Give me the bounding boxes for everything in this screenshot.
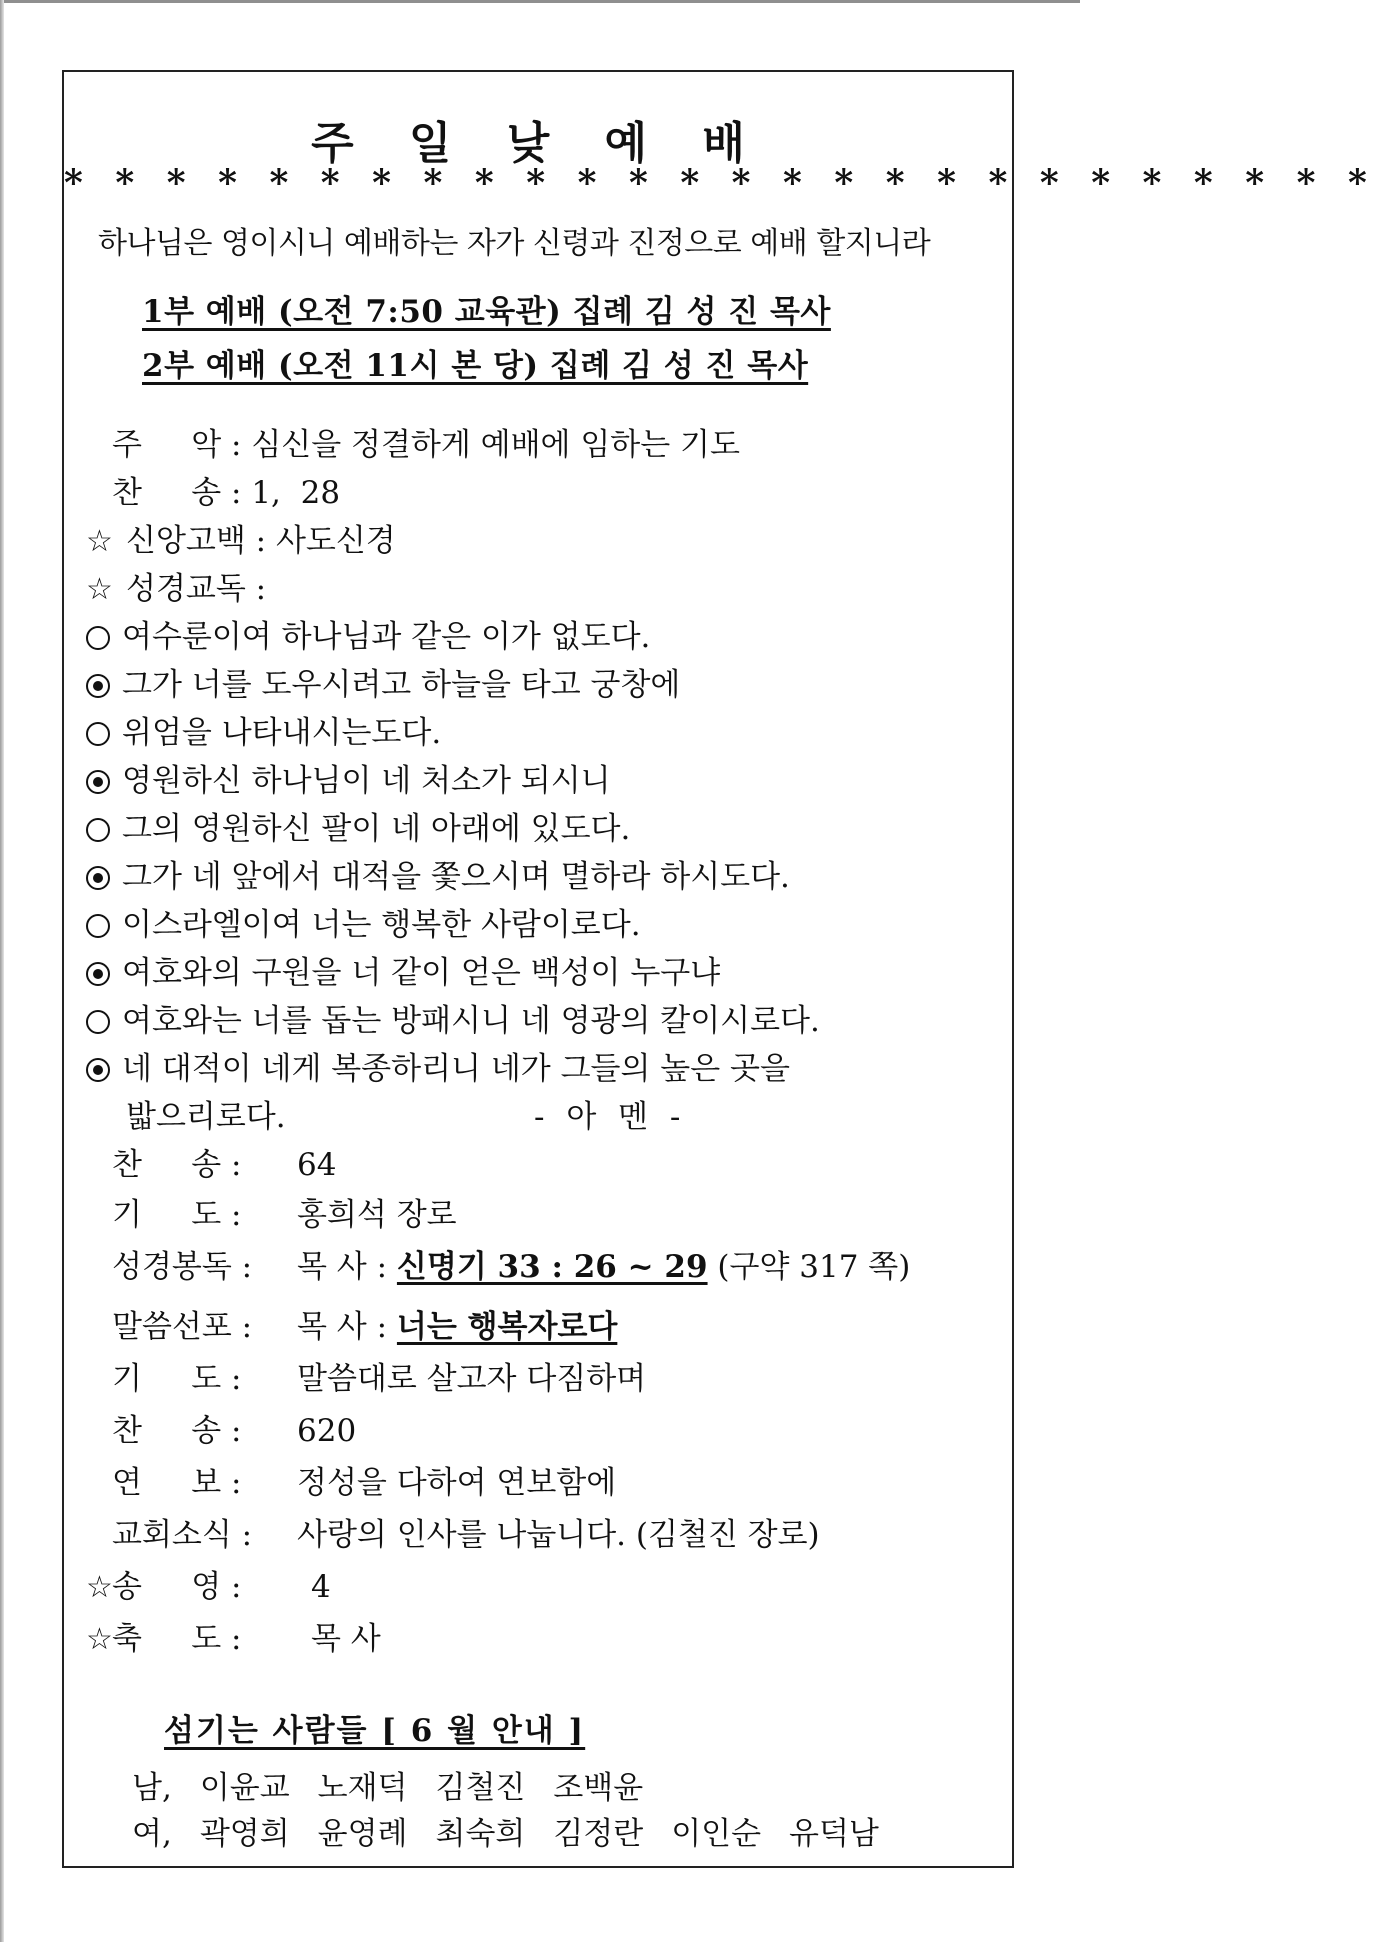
page-edge	[0, 0, 4, 1942]
reading-line	[86, 905, 641, 945]
server-name: 최숙희	[435, 1816, 526, 1852]
page-edge	[0, 0, 1080, 3]
prayer-label: 기 도 :	[112, 1197, 242, 1233]
reading-row	[86, 569, 266, 610]
hymn-row	[112, 1145, 336, 1185]
offering-label: 연 보 :	[112, 1465, 242, 1501]
reading-line-text: 그의 영원하신 팔이 네 아래에 있도다.	[122, 811, 631, 847]
bulletin-frame	[62, 70, 1377, 1868]
sermon-label: 말씀선포 :	[112, 1309, 253, 1345]
congregation-circle-icon	[86, 866, 110, 890]
star-divider: * * * * * * * * * * * * * * * * * * * * * * * * * *	[64, 162, 1377, 204]
prayer-value: 말씀대로 살고자 다짐하며	[297, 1361, 647, 1397]
prelude-row	[112, 425, 740, 465]
creed-row	[86, 521, 396, 562]
star-icon: ☆	[86, 524, 113, 559]
server-name: 이인순	[671, 1816, 762, 1852]
leader-circle-icon	[86, 1010, 110, 1034]
hymn-value: 620	[297, 1413, 357, 1449]
prayer-row	[112, 1195, 457, 1235]
leader-circle-icon	[86, 914, 110, 938]
server-name: 곽영희	[199, 1816, 290, 1852]
reading-line-text: 그가 너를 도우시려고 하늘을 타고 궁창에	[122, 667, 681, 703]
page-title: 주 일 낮 예 배	[311, 118, 765, 169]
reading-line	[86, 809, 630, 849]
news-label: 교회소식 :	[112, 1517, 253, 1553]
congregation-circle-icon	[86, 962, 110, 986]
hymn-label: 찬 송	[112, 475, 222, 511]
servers-title: 섬기는 사람들 [ 6 월 안내 ]	[164, 1713, 586, 1749]
reading-line	[86, 713, 441, 753]
reading-line	[86, 665, 680, 705]
congregation-circle-icon	[86, 674, 110, 698]
servers-male-label: 남,	[132, 1770, 172, 1806]
scripture-page: (구약 317 쪽)	[717, 1249, 911, 1285]
leader-circle-icon	[86, 722, 110, 746]
prayer-label: 기 도 :	[112, 1361, 242, 1397]
prayer-value: 홍희석 장로	[297, 1197, 457, 1233]
star-icon: ☆	[86, 1622, 113, 1657]
leader-circle-icon	[86, 818, 110, 842]
prelude-value: : 심신을 정결하게 예배에 임하는 기도	[231, 427, 740, 463]
leader-circle-icon	[86, 626, 110, 650]
server-name: 이윤교	[199, 1770, 290, 1806]
congregation-circle-icon	[86, 770, 110, 794]
congregation-circle-icon	[86, 1058, 110, 1082]
hymn-row	[112, 1411, 356, 1451]
scripture-who: 목 사	[297, 1249, 367, 1285]
reading-line	[86, 953, 720, 993]
star-icon: ☆	[86, 1570, 113, 1605]
reading-line	[86, 617, 650, 657]
service-second: 2부 예배 (오전 11시 본 당) 집례 김 성 진 목사	[142, 348, 809, 384]
server-name: 조백윤	[553, 1770, 644, 1806]
servers-female-label: 여,	[132, 1816, 172, 1852]
service-first: 1부 예배 (오전 7:50 교육관) 집례 김 성 진 목사	[142, 294, 831, 330]
reading-line-text: 여호와의 구원을 너 같이 얻은 백성이 누구냐	[122, 955, 721, 991]
servers-male	[132, 1762, 671, 1807]
server-name: 노재덕	[317, 1770, 408, 1806]
benediction-label: 축 도 :	[112, 1621, 242, 1657]
creed-label: 신앙고백	[126, 523, 246, 559]
reading-line-text: 밟으리로다.	[126, 1099, 286, 1135]
reading-line	[126, 1097, 286, 1137]
reading-label: 성경교독	[126, 571, 246, 607]
reading-line-text: 위엄을 나타내시는도다.	[122, 715, 442, 751]
hymn-row	[112, 473, 340, 513]
amen: - 아 멘 -	[534, 1099, 687, 1135]
reading-line	[86, 1001, 820, 1041]
reading-line-text: 여수룬이여 하나님과 같은 이가 없도다.	[122, 619, 651, 655]
servers-female	[132, 1808, 907, 1853]
star-icon: ☆	[86, 572, 113, 607]
reading-line-text: 네 대적이 네게 복종하리니 네가 그들의 높은 곳을	[122, 1051, 790, 1087]
server-name: 김정란	[553, 1816, 644, 1852]
reading-value: :	[255, 571, 267, 607]
benediction-value: 목 사	[311, 1621, 381, 1657]
server-name: 김철진	[435, 1770, 526, 1806]
reading-line	[86, 1049, 790, 1089]
reading-line	[86, 857, 790, 897]
scripture-row: 성경봉독 : 목 사 : 신명기 33 : 26 ~ 29 (구약 317 쪽)	[112, 1249, 911, 1285]
hymn-label: 찬 송 :	[112, 1147, 242, 1183]
server-name: 유덕남	[789, 1816, 879, 1852]
news-value: 사랑의 인사를 나눕니다. (김철진 장로)	[297, 1517, 820, 1553]
offering-value: 정성을 다하여 연보함에	[297, 1465, 617, 1501]
benediction-row	[86, 1619, 381, 1660]
reading-line	[86, 761, 611, 801]
offering-row	[112, 1463, 616, 1503]
doxology-value: 4	[311, 1569, 331, 1605]
reading-line-text: 그가 네 앞에서 대적을 쫓으시며 멸하라 하시도다.	[122, 859, 790, 895]
sermon-title: 너는 행복자로다	[396, 1309, 618, 1345]
prelude-label: 주 악	[112, 427, 222, 463]
header-verse: 하나님은 영이시니 예배하는 자가 신령과 진정으로 예배 할지니라	[98, 226, 931, 261]
hymn-label: 찬 송 :	[112, 1413, 242, 1449]
creed-value: : 사도신경	[255, 523, 396, 559]
news-row	[112, 1515, 820, 1555]
prayer-row	[112, 1359, 646, 1399]
scripture-reference: 신명기 33 : 26 ~ 29	[396, 1249, 708, 1285]
scripture-label: 성경봉독 :	[112, 1249, 253, 1285]
hymn-value: 64	[297, 1147, 337, 1183]
reading-line-text: 이스라엘이여 너는 행복한 사람이로다.	[122, 907, 641, 943]
sermon-row: 말씀선포 : 목 사 : 너는 행복자로다	[112, 1309, 618, 1345]
doxology-label: 송 영 :	[112, 1569, 242, 1605]
doxology-row	[86, 1567, 331, 1608]
reading-line-text: 영원하신 하나님이 네 처소가 되시니	[122, 763, 611, 799]
reading-line-text: 여호와는 너를 돕는 방패시니 네 영광의 칼이시로다.	[122, 1003, 820, 1039]
hymn-value: : 1, 28	[231, 475, 341, 511]
server-name: 윤영례	[317, 1816, 408, 1852]
sermon-who: 목 사	[297, 1309, 367, 1345]
